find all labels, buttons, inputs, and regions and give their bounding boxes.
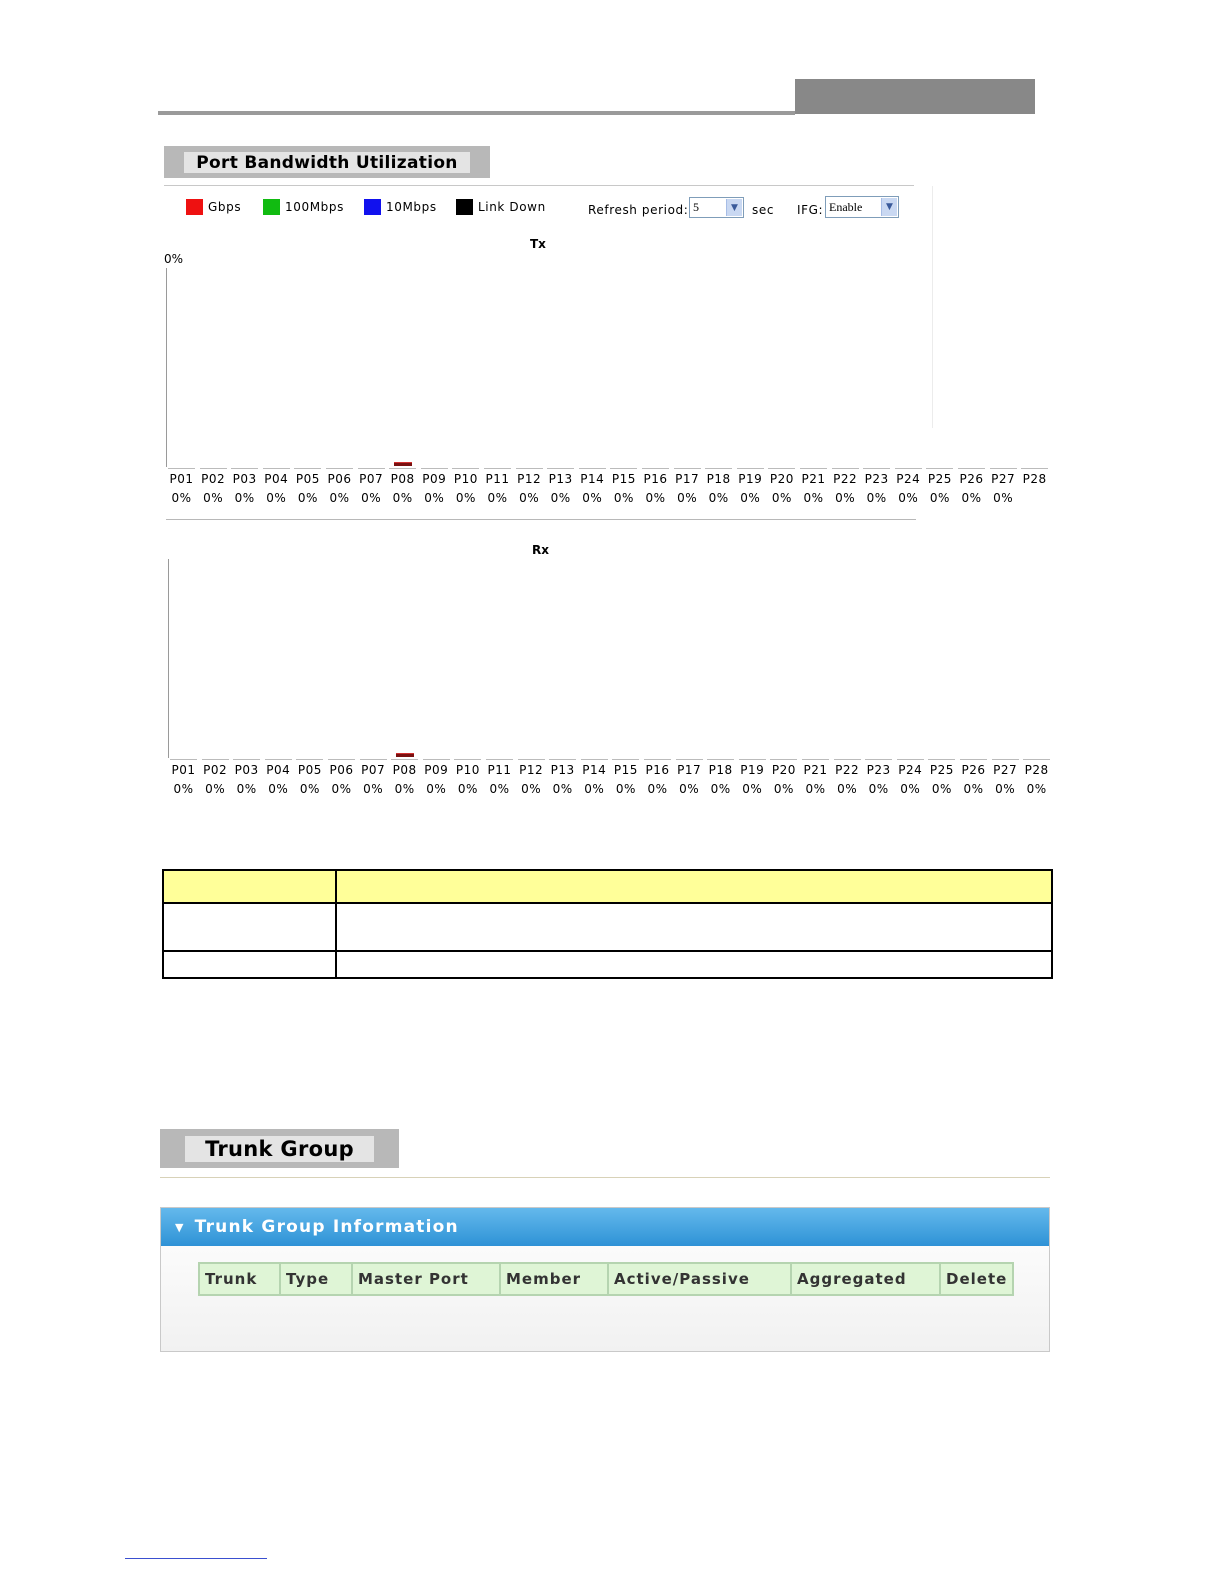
port-label: P06 bbox=[329, 763, 354, 777]
axis-tick bbox=[960, 759, 987, 760]
port-label: P21 bbox=[801, 472, 826, 486]
axis-tick bbox=[802, 759, 829, 760]
section-title-bandwidth: Port Bandwidth Utilization bbox=[184, 152, 470, 173]
table-cell bbox=[336, 903, 1052, 951]
port-value: 0% bbox=[837, 782, 858, 796]
axis-tick bbox=[579, 468, 606, 469]
port-label: P21 bbox=[803, 763, 828, 777]
port-label: P15 bbox=[613, 763, 638, 777]
tx-y-axis bbox=[166, 268, 167, 467]
axis-tick bbox=[421, 468, 448, 469]
axis-tick bbox=[518, 759, 545, 760]
port-value: 0% bbox=[519, 491, 540, 505]
port-label: P02 bbox=[203, 763, 228, 777]
port-label: P07 bbox=[359, 472, 384, 486]
header-tab bbox=[795, 79, 1035, 114]
port-value: 0% bbox=[424, 491, 445, 505]
axis-tick bbox=[486, 759, 513, 760]
port-value: 0% bbox=[803, 491, 824, 505]
table-header-row bbox=[163, 870, 1052, 903]
legend-100mbps bbox=[263, 199, 344, 215]
port-value: 0% bbox=[582, 491, 603, 505]
port-value: 0% bbox=[299, 782, 320, 796]
port-label: P26 bbox=[959, 472, 984, 486]
trunk-group-panel bbox=[160, 1207, 1050, 1352]
rx-chart-title: Rx bbox=[532, 543, 549, 557]
table-row bbox=[163, 951, 1052, 978]
table-cell bbox=[163, 951, 336, 978]
port-value: 0% bbox=[205, 782, 226, 796]
port-label: P28 bbox=[1024, 763, 1049, 777]
port-label: P14 bbox=[582, 763, 607, 777]
port-label: P11 bbox=[487, 763, 512, 777]
section-title-trunk-group: Trunk Group bbox=[185, 1136, 374, 1162]
port-value: 0% bbox=[931, 782, 952, 796]
port-label: P13 bbox=[550, 763, 575, 777]
port-label: P05 bbox=[297, 763, 322, 777]
table-header-cell bbox=[336, 870, 1052, 903]
axis-tick bbox=[358, 468, 385, 469]
port-value: 0% bbox=[645, 491, 666, 505]
port-value: 0% bbox=[363, 782, 384, 796]
port-label: P10 bbox=[453, 472, 478, 486]
port-value: 0% bbox=[487, 491, 508, 505]
port-label: P20 bbox=[769, 472, 794, 486]
port-value: 0% bbox=[615, 782, 636, 796]
port-label: P16 bbox=[645, 763, 670, 777]
axis-tick bbox=[992, 759, 1019, 760]
axis-tick bbox=[168, 468, 195, 469]
port-value: 0% bbox=[771, 491, 792, 505]
port-value: 0% bbox=[647, 782, 668, 796]
port-value: 0% bbox=[900, 782, 921, 796]
panel-edge bbox=[932, 186, 933, 428]
axis-tick bbox=[768, 468, 795, 469]
port-label: P16 bbox=[643, 472, 668, 486]
axis-tick bbox=[644, 759, 671, 760]
trunk-group-panel-header[interactable] bbox=[161, 1208, 1049, 1246]
port-value: 0% bbox=[868, 782, 889, 796]
tx-scale-label: 0% bbox=[164, 252, 184, 266]
port-value: 0% bbox=[552, 782, 573, 796]
column-header-active-passive: Active/Passive bbox=[608, 1263, 791, 1295]
divider bbox=[164, 185, 914, 186]
ifg-value: Enable bbox=[829, 199, 863, 214]
port-value: 0% bbox=[329, 491, 350, 505]
port-label: P06 bbox=[327, 472, 352, 486]
column-header-delete: Delete bbox=[940, 1263, 1013, 1295]
port-value: 0% bbox=[584, 782, 605, 796]
port-value: 0% bbox=[898, 491, 919, 505]
axis-tick bbox=[200, 468, 227, 469]
port-label: P09 bbox=[422, 472, 447, 486]
refresh-unit: sec bbox=[752, 203, 775, 217]
port-label: P11 bbox=[485, 472, 510, 486]
axis-tick bbox=[770, 759, 797, 760]
axis-tick bbox=[642, 468, 669, 469]
section-banner-trunk-group bbox=[160, 1129, 399, 1168]
axis-tick bbox=[233, 759, 260, 760]
chevron-down-icon[interactable]: ▼ bbox=[881, 198, 897, 216]
port-value: 0% bbox=[677, 491, 698, 505]
legend-label: Gbps bbox=[208, 200, 242, 214]
axis-tick bbox=[674, 468, 701, 469]
axis-tick bbox=[610, 468, 637, 469]
column-header-aggregated: Aggregated bbox=[791, 1263, 940, 1295]
port-label: P24 bbox=[898, 763, 923, 777]
section-banner-bandwidth bbox=[164, 146, 490, 178]
axis-tick bbox=[737, 468, 764, 469]
axis-tick bbox=[926, 468, 953, 469]
axis-tick bbox=[990, 468, 1017, 469]
port-value: 0% bbox=[866, 491, 887, 505]
port-value: 0% bbox=[236, 782, 257, 796]
port-label: P09 bbox=[424, 763, 449, 777]
port-label: P13 bbox=[548, 472, 573, 486]
port-value: 0% bbox=[995, 782, 1016, 796]
port-value: 0% bbox=[708, 491, 729, 505]
port-label: P12 bbox=[519, 763, 544, 777]
port-label: P12 bbox=[517, 472, 542, 486]
axis-tick bbox=[294, 468, 321, 469]
column-header-type: Type bbox=[280, 1263, 352, 1295]
port-label: P17 bbox=[675, 472, 700, 486]
axis-tick bbox=[800, 468, 827, 469]
ifg-select[interactable] bbox=[825, 196, 899, 218]
axis-tick bbox=[705, 468, 732, 469]
port-label: P14 bbox=[580, 472, 605, 486]
port-value: 0% bbox=[489, 782, 510, 796]
axis-tick bbox=[549, 759, 576, 760]
legend-10mbps bbox=[364, 199, 437, 215]
port-label: P15 bbox=[611, 472, 636, 486]
legend-swatch-gbps bbox=[186, 199, 203, 215]
port-value: 0% bbox=[268, 782, 289, 796]
axis-tick bbox=[581, 759, 608, 760]
port-value: 0% bbox=[173, 782, 194, 796]
port-label: P17 bbox=[677, 763, 702, 777]
rx-port-marker bbox=[396, 753, 414, 757]
header-rule bbox=[158, 111, 795, 115]
port-value: 0% bbox=[203, 491, 224, 505]
axis-tick bbox=[676, 759, 703, 760]
port-label: P01 bbox=[171, 763, 196, 777]
port-label: P24 bbox=[896, 472, 921, 486]
port-label: P02 bbox=[201, 472, 226, 486]
port-label: P19 bbox=[740, 763, 765, 777]
tx-port-marker bbox=[394, 462, 412, 466]
port-label: P27 bbox=[991, 472, 1016, 486]
axis-tick bbox=[895, 468, 922, 469]
column-header-member: Member bbox=[500, 1263, 608, 1295]
port-label: P07 bbox=[361, 763, 386, 777]
axis-tick bbox=[897, 759, 924, 760]
port-label: P22 bbox=[835, 763, 860, 777]
trunk-group-table bbox=[198, 1262, 1014, 1296]
ifg-label: IFG: bbox=[797, 203, 824, 217]
port-label: P23 bbox=[866, 763, 891, 777]
port-value: 0% bbox=[740, 491, 761, 505]
port-value: 0% bbox=[171, 491, 192, 505]
divider bbox=[160, 1177, 1050, 1178]
table-cell bbox=[163, 903, 336, 951]
port-value: 0% bbox=[835, 491, 856, 505]
axis-tick bbox=[1023, 759, 1050, 760]
axis-tick bbox=[265, 759, 292, 760]
legend-label: Link Down bbox=[478, 200, 546, 214]
port-value: 0% bbox=[679, 782, 700, 796]
table-header-cell bbox=[163, 870, 336, 903]
port-label: P08 bbox=[392, 763, 417, 777]
column-header-master-port: Master Port bbox=[352, 1263, 500, 1295]
axis-tick bbox=[360, 759, 387, 760]
axis-tick bbox=[326, 468, 353, 469]
axis-tick bbox=[263, 468, 290, 469]
port-value: 0% bbox=[361, 491, 382, 505]
table-header-row bbox=[199, 1263, 1013, 1295]
axis-tick bbox=[296, 759, 323, 760]
port-label: P22 bbox=[833, 472, 858, 486]
axis-tick bbox=[202, 759, 229, 760]
legend-swatch-10mbps bbox=[364, 199, 381, 215]
port-value: 0% bbox=[457, 782, 478, 796]
port-label: P26 bbox=[961, 763, 986, 777]
axis-tick bbox=[389, 468, 416, 469]
axis-tick bbox=[612, 759, 639, 760]
axis-tick bbox=[958, 468, 985, 469]
port-value: 0% bbox=[805, 782, 826, 796]
refresh-period-select[interactable] bbox=[689, 197, 744, 218]
axis-tick bbox=[170, 759, 197, 760]
table-row bbox=[163, 903, 1052, 951]
port-value: 0% bbox=[297, 491, 318, 505]
axis-tick bbox=[452, 468, 479, 469]
chevron-down-icon[interactable]: ▼ bbox=[726, 199, 742, 216]
refresh-period-value: 5 bbox=[693, 200, 699, 214]
port-label: P03 bbox=[234, 763, 259, 777]
port-label: P23 bbox=[864, 472, 889, 486]
axis-tick bbox=[516, 468, 543, 469]
refresh-period-label: Refresh period: bbox=[588, 203, 689, 217]
axis-tick bbox=[547, 468, 574, 469]
port-value: 0% bbox=[392, 491, 413, 505]
axis-tick bbox=[834, 759, 861, 760]
port-value: 0% bbox=[394, 782, 415, 796]
axis-tick bbox=[739, 759, 766, 760]
rx-y-axis bbox=[168, 559, 169, 758]
collapse-triangle-icon[interactable]: ▼ bbox=[175, 1220, 185, 1234]
port-value: 0% bbox=[613, 491, 634, 505]
port-label: P10 bbox=[455, 763, 480, 777]
axis-tick bbox=[454, 759, 481, 760]
port-label: P04 bbox=[264, 472, 289, 486]
port-value: 0% bbox=[993, 491, 1014, 505]
port-value: 0% bbox=[1026, 782, 1047, 796]
port-value: 0% bbox=[742, 782, 763, 796]
table-cell bbox=[336, 951, 1052, 978]
legend-gbps bbox=[186, 199, 241, 215]
axis-tick bbox=[865, 759, 892, 760]
legend-swatch-link-down bbox=[456, 199, 473, 215]
description-table bbox=[162, 869, 1053, 979]
port-value: 0% bbox=[426, 782, 447, 796]
port-label: P28 bbox=[1022, 472, 1047, 486]
port-label: P25 bbox=[927, 472, 952, 486]
axis-tick bbox=[231, 468, 258, 469]
legend-link-down bbox=[456, 199, 546, 215]
legend-label: 10Mbps bbox=[386, 200, 437, 214]
port-label: P08 bbox=[390, 472, 415, 486]
axis-tick bbox=[863, 468, 890, 469]
axis-tick bbox=[707, 759, 734, 760]
port-value: 0% bbox=[550, 491, 571, 505]
axis-tick bbox=[391, 759, 418, 760]
legend-label: 100Mbps bbox=[285, 200, 344, 214]
axis-tick bbox=[328, 759, 355, 760]
footer-rule bbox=[125, 1558, 267, 1559]
axis-tick bbox=[928, 759, 955, 760]
axis-tick bbox=[1021, 468, 1048, 469]
port-label: P01 bbox=[169, 472, 194, 486]
panel-title: Trunk Group Information bbox=[194, 1217, 459, 1237]
port-value: 0% bbox=[266, 491, 287, 505]
port-label: P19 bbox=[738, 472, 763, 486]
port-label: P25 bbox=[929, 763, 954, 777]
port-value: 0% bbox=[455, 491, 476, 505]
port-label: P18 bbox=[706, 472, 731, 486]
port-label: P27 bbox=[993, 763, 1018, 777]
axis-tick bbox=[423, 759, 450, 760]
port-value: 0% bbox=[963, 782, 984, 796]
axis-tick bbox=[832, 468, 859, 469]
port-label: P03 bbox=[232, 472, 257, 486]
port-value: 0% bbox=[331, 782, 352, 796]
port-value: 0% bbox=[234, 491, 255, 505]
port-value: 0% bbox=[773, 782, 794, 796]
port-label: P20 bbox=[771, 763, 796, 777]
port-value: 0% bbox=[929, 491, 950, 505]
tx-chart-title: Tx bbox=[530, 237, 546, 251]
port-value: 0% bbox=[521, 782, 542, 796]
port-label: P04 bbox=[266, 763, 291, 777]
column-header-trunk: Trunk bbox=[199, 1263, 280, 1295]
port-label: P18 bbox=[708, 763, 733, 777]
port-label: P05 bbox=[295, 472, 320, 486]
divider bbox=[166, 519, 916, 520]
port-value: 0% bbox=[961, 491, 982, 505]
port-value: 0% bbox=[710, 782, 731, 796]
axis-tick bbox=[484, 468, 511, 469]
legend-swatch-100mbps bbox=[263, 199, 280, 215]
